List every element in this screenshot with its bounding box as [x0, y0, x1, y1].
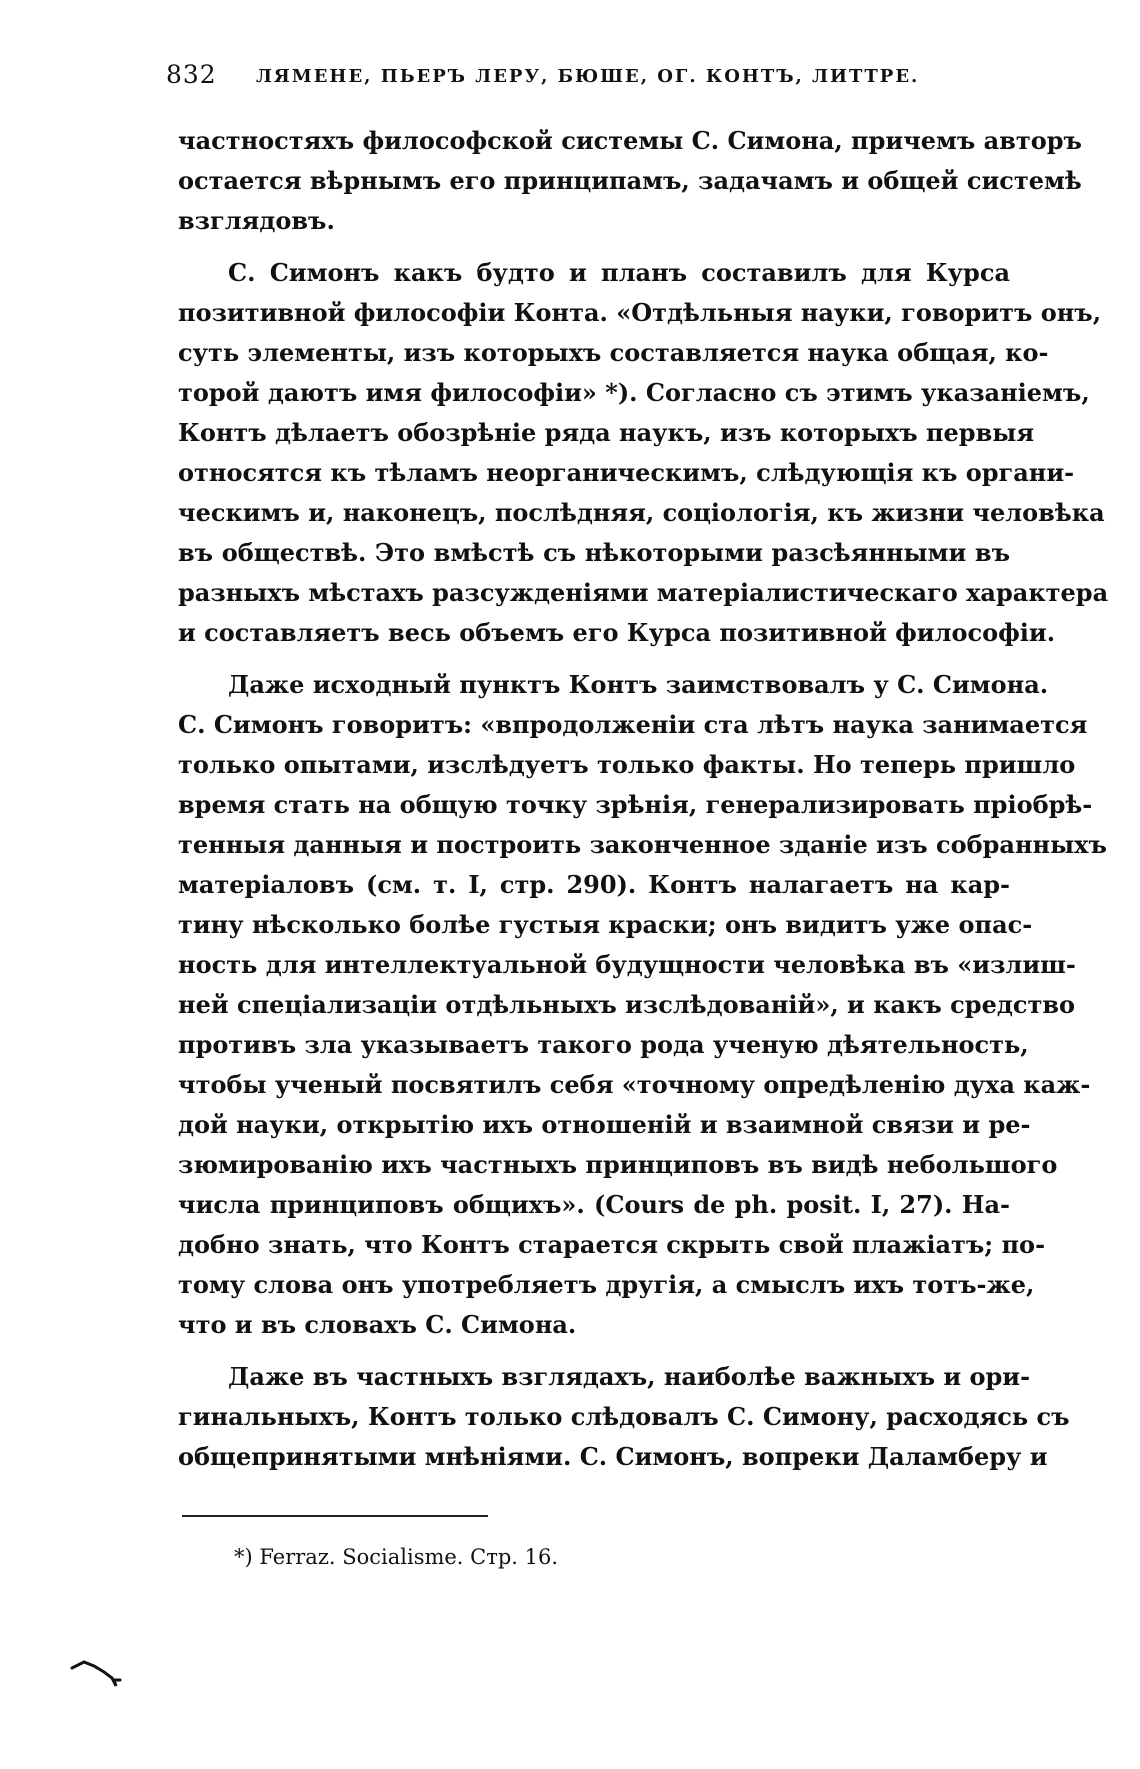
text-line: взглядовъ.	[178, 206, 335, 235]
text-line: ней спеціализаціи отдѣльныхъ изслѣдованій», и какъ средство	[178, 990, 1076, 1019]
text-line: суть элементы, изъ которыхъ составляется наука общая, ко-	[178, 338, 1049, 367]
running-head: ЛЯМЕНЕ, ПЬЕРЪ ЛЕРУ, БЮШЕ, ОГ. КОНТЪ, ЛИТТРЕ.	[256, 66, 920, 87]
text-line: дой науки, открытію ихъ отношеній и взаимной связи и ре-	[178, 1110, 1031, 1139]
text-line: тину нѣсколько болѣе густыя краски; онъ видитъ уже опас-	[178, 910, 1033, 939]
text-line: позитивной философіи Конта. «Отдѣльныя науки, говоритъ онъ,	[178, 298, 1102, 327]
text-line: числа принциповъ общихъ». (Cours de ph. posit. I, 27). На-	[178, 1190, 1010, 1219]
text-line: только опытами, изслѣдуетъ только факты. Но теперь пришло	[178, 750, 1076, 779]
text-line: тенныя данныя и построить законченное зданіе изъ собранныхъ	[178, 830, 1107, 859]
page-header	[166, 60, 966, 100]
text-line: въ обществѣ. Это вмѣстѣ съ нѣкоторыми разсѣянными въ	[178, 538, 1010, 567]
main-text	[178, 121, 1109, 1477]
text-line: ческимъ и, наконецъ, послѣдняя, соціологія, къ жизни человѣка	[178, 498, 1105, 527]
text-line: и составляетъ весь объемъ его Курса позитивной философіи.	[178, 618, 1056, 647]
text-line: тому слова онъ употребляетъ другія, а смыслъ ихъ тотъ-же,	[178, 1270, 1035, 1299]
text-line: зюмированію ихъ частныхъ принциповъ въ видѣ небольшого	[178, 1150, 1058, 1179]
text-line: гинальныхъ, Контъ только слѣдовалъ С. Симону, расходясь съ	[178, 1402, 1070, 1431]
text-line: торой даютъ имя философіи» *). Согласно съ этимъ указаніемъ,	[178, 378, 1090, 407]
text-line: время стать на общую точку зрѣнія, генерализировать пріобрѣ-	[178, 790, 1093, 819]
text-line: Контъ дѣлаетъ обозрѣніе ряда наукъ, изъ которыхъ первыя	[178, 418, 1035, 447]
text-line: добно знать, что Контъ старается скрыть свой плажіатъ; по-	[178, 1230, 1046, 1259]
text-line: частностяхъ философской системы С. Симона, причемъ авторъ	[178, 126, 1082, 155]
text-line: С. Симонъ какъ будто и планъ составилъ для Курса	[228, 258, 1010, 287]
page-number: 832	[166, 60, 217, 89]
text-line: чтобы ученый посвятилъ себя «точному опредѣленію духа каж-	[178, 1070, 1091, 1099]
text-line: Даже исходный пунктъ Контъ заимствовалъ у С. Симона.	[228, 670, 1049, 699]
text-line: Даже въ частныхъ взглядахъ, наиболѣе важныхъ и ори-	[228, 1362, 1031, 1391]
text-line: общепринятыми мнѣніями. С. Симонъ, вопреки Даламберу и	[178, 1442, 1048, 1471]
text-line: ность для интеллектуальной будущности человѣка въ «излиш-	[178, 950, 1076, 979]
text-line: относятся къ тѣламъ неорганическимъ, слѣдующія къ органи-	[178, 458, 1075, 487]
text-line: матеріаловъ (см. т. I, стр. 290). Контъ налагаетъ на кар-	[178, 870, 1010, 899]
text-line: что и въ словахъ С. Симона.	[178, 1310, 577, 1339]
footnote-divider	[182, 1515, 488, 1517]
text-line: противъ зла указываетъ такого рода ученую дѣятельность,	[178, 1030, 1029, 1059]
footnote: *) Ferraz. Socialisme. Стр. 16.	[234, 1545, 559, 1569]
text-line: остается вѣрнымъ его принципамъ, задачамъ и общей системѣ	[178, 166, 1082, 195]
text-line: разныхъ мѣстахъ разсужденіями матеріалистическаго характера	[178, 578, 1109, 607]
ink-mark	[70, 1650, 130, 1690]
text-line: С. Симонъ говоритъ: «впродолженіи ста лѣтъ наука занимается	[178, 710, 1088, 739]
